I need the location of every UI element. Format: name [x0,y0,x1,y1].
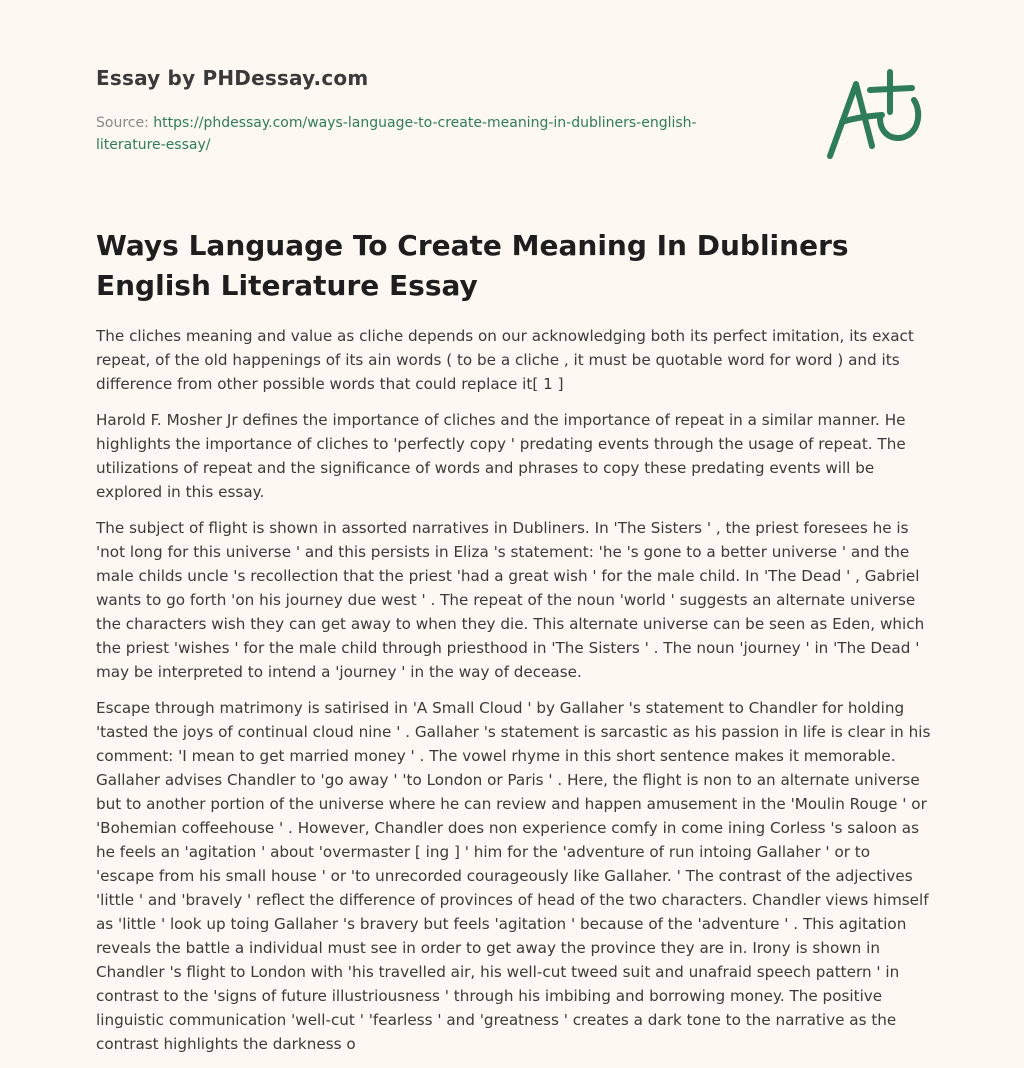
article-title: Ways Language To Create Meaning In Dubliners English Literature Essay [96,229,849,302]
source-line [96,112,756,156]
page-header [0,0,1024,190]
paragraph: The cliches meaning and value as cliche depends on our acknowledging both its perfect imitation, its exact repeat, of the old happenings of its ain words ( to be a cliche , it must be quotable word for word ) and its difference from other possible words that could replace it[ 1 ] [96,327,914,393]
a-plus-logo-icon [820,68,932,164]
paragraph: Escape through matrimony is satirised in 'A Small Cloud ' by Gallaher 's statement to Chandler for holding 'tasted the joys of continual cloud nine ' . Gallaher 's statement is sarcastic as his passion in life is clear in his comment: 'I mean to get married money ' . The vowel rhyme in this short sentence makes it memorable. Gallaher advises Chandler to 'go away ' 'to London or Paris ' . Here, the flight is non to an alternate universe but to another portion of the universe where he can review and happen amusement in the 'Moulin Rouge ' or 'Bohemian coffeehouse ' . However, Chandler does non experience comfy in come ining Corless 's saloon as he feels an 'agitation ' about 'overmaster [ ing ] ' him for the 'adventure of run intoing Gallaher ' or to 'escape from his small house ' or 'to unrecorded courageously like Gallaher. ' The contrast of the adjectives 'little ' and 'bravely ' reflect the difference of provinces of head of the two characters. Chandler views himself as 'little ' look up toing Gallaher 's bravery but feels 'agitation ' because of the 'adventure ' . This agitation reveals the battle a individual must see in order to get away the province they are in. Irony is shown in Chandler 's flight to London with 'his travelled air, his well-cut tweed suit and unafraid speech pattern ' in contrast to the 'signs of future illustriousness ' through his imbibing and borrowing money. The positive linguistic communication 'well-cut ' 'fearless ' and 'greatness ' creates a dark tone to the narrative as the contrast highlights the darkness o [96,699,931,1053]
site-brand: Essay by PHDessay.com [96,66,369,90]
source-label: Source: [96,115,149,131]
paragraph: The subject of flight is shown in assorted narratives in Dubliners. In 'The Sisters ' , the priest foresees he is 'not long for this universe ' and this persists in Eliza 's statement: 'he 's gone to a better universe ' and the male childs uncle 's recollection that the priest 'had a great wish ' for the male child. In 'The Dead ' , Gabriel wants to go forth 'on his journey due west ' . The repeat of the noun 'world ' suggests an alternate universe the characters wish they can get away to when they die. This alternate universe can be seen as Eden, which the priest 'wishes ' for the male child through priesthood in 'The Sisters ' . The noun 'journey ' in 'The Dead ' may be interpreted to intend a 'journey ' in the way of decease. [96,519,925,681]
paragraph: Harold F. Mosher Jr defines the importance of cliches and the importance of repeat in a similar manner. He highlights the importance of cliches to 'perfectly copy ' predating events through the usage of repeat. The utilizations of repeat and the significance of words and phrases to copy these predating events will be explored in this essay. [96,411,906,501]
source-link[interactable]: https://phdessay.com/ways-language-to-create-meaning-in-dubliners-english-literature-essay/ [96,115,697,153]
article-body [96,324,931,1068]
